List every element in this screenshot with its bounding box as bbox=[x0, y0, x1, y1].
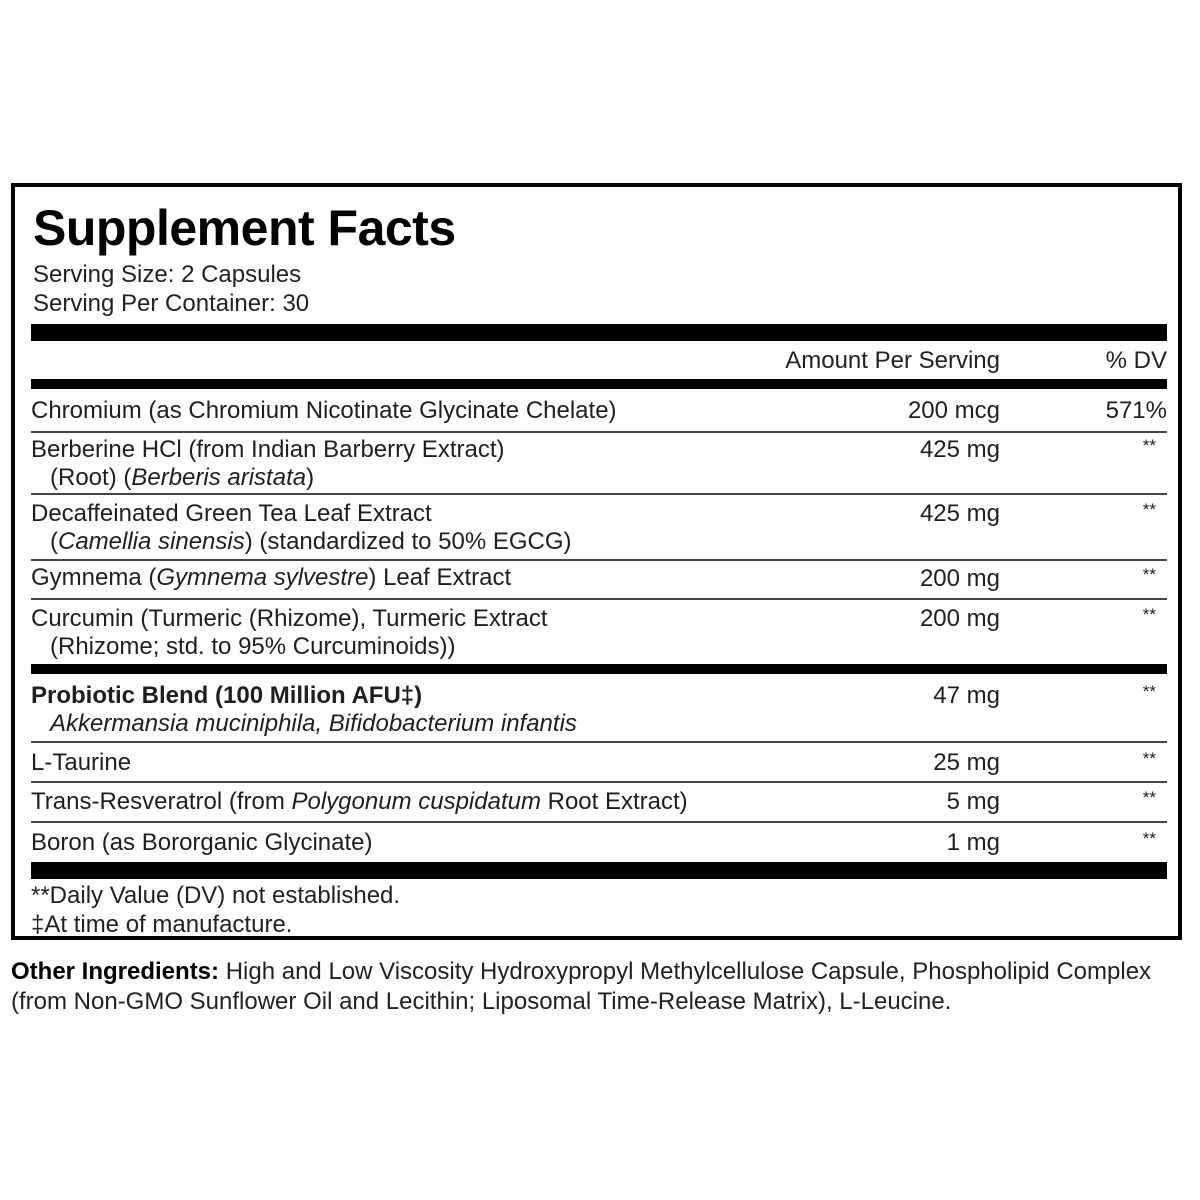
supplement-facts-panel bbox=[11, 183, 1182, 940]
ingredient-amount: 200 mcg bbox=[907, 397, 1000, 424]
ingredient-name: Gymnema (Gymnema sylvestre) Leaf Extract bbox=[31, 564, 512, 591]
ingredient-name: Probiotic Blend (100 Million AFU‡) Akkermansia muciniphila, Bifidobacterium infantis bbox=[31, 682, 577, 737]
ingredient-dv: ** bbox=[1142, 682, 1156, 701]
ingredient-dv: ** bbox=[1142, 829, 1156, 848]
ingredient-amount: 200 mg bbox=[919, 565, 1000, 592]
row-divider bbox=[31, 781, 1167, 783]
row-divider bbox=[31, 431, 1167, 433]
ingredient-name: Chromium (as Chromium Nicotinate Glycinate Chelate) bbox=[31, 397, 617, 424]
other-ingredients-text: High and Low Viscosity Hydroxypropyl Methylcellulose Capsule, Phospholipid Complex (from Non-GMO Sunflower Oil and Lecithin; Liposomal Time-Release Matrix), L-Leucine. bbox=[11, 958, 1152, 1015]
row-divider bbox=[31, 741, 1167, 743]
ingredient-dv: ** bbox=[1142, 605, 1156, 624]
ingredient-dv: 571% bbox=[1105, 397, 1167, 424]
ingredient-name: L-Taurine bbox=[31, 749, 132, 776]
row-divider bbox=[31, 493, 1167, 495]
footnote-dv: **Daily Value (DV) not established. bbox=[31, 882, 401, 909]
ingredient-dv: ** bbox=[1142, 788, 1156, 807]
amount-header: Amount Per Serving bbox=[785, 347, 1000, 374]
ingredient-dv: ** bbox=[1142, 749, 1156, 768]
thick-divider bbox=[31, 862, 1167, 879]
ingredient-amount: 200 mg bbox=[919, 605, 1000, 632]
ingredient-amount: 425 mg bbox=[919, 436, 1000, 463]
ingredient-dv: ** bbox=[1142, 565, 1156, 584]
thick-divider bbox=[31, 324, 1167, 341]
ingredient-name: Boron (as Bororganic Glycinate) bbox=[31, 829, 373, 856]
ingredient-amount: 425 mg bbox=[919, 500, 1000, 527]
other-ingredients bbox=[11, 957, 1196, 1017]
ingredient-amount: 47 mg bbox=[933, 682, 1000, 709]
other-ingredients-label: Other Ingredients: bbox=[11, 958, 220, 985]
ingredient-amount: 25 mg bbox=[933, 749, 1000, 776]
ingredient-name: Berberine HCl (from Indian Barberry Extract) (Root) (Berberis aristata) bbox=[31, 436, 505, 491]
serving-size: Serving Size: 2 Capsules bbox=[33, 261, 302, 288]
ingredient-name: Curcumin (Turmeric (Rhizome), Turmeric Extract (Rhizome; std. to 95% Curcuminoids)) bbox=[31, 605, 548, 660]
ingredient-dv: ** bbox=[1142, 500, 1156, 519]
ingredient-amount: 5 mg bbox=[946, 788, 1000, 815]
servings-per-container: Serving Per Container: 30 bbox=[33, 290, 310, 317]
ingredient-name: Decaffeinated Green Tea Leaf Extract (Camellia sinensis) (standardized to 50% EGCG) bbox=[31, 500, 572, 555]
dv-header: % DV bbox=[1105, 347, 1167, 374]
row-divider bbox=[31, 598, 1167, 600]
ingredient-amount: 1 mg bbox=[946, 829, 1000, 856]
medium-divider bbox=[31, 664, 1167, 674]
panel-title: Supplement Facts bbox=[33, 200, 456, 256]
row-divider bbox=[31, 821, 1167, 823]
medium-divider bbox=[31, 379, 1167, 389]
row-divider bbox=[31, 559, 1167, 561]
footnote-afu: ‡At time of manufacture. bbox=[31, 911, 293, 938]
ingredient-dv: ** bbox=[1142, 436, 1156, 455]
ingredient-name: Trans-Resveratrol (from Polygonum cuspidatum Root Extract) bbox=[31, 788, 688, 815]
